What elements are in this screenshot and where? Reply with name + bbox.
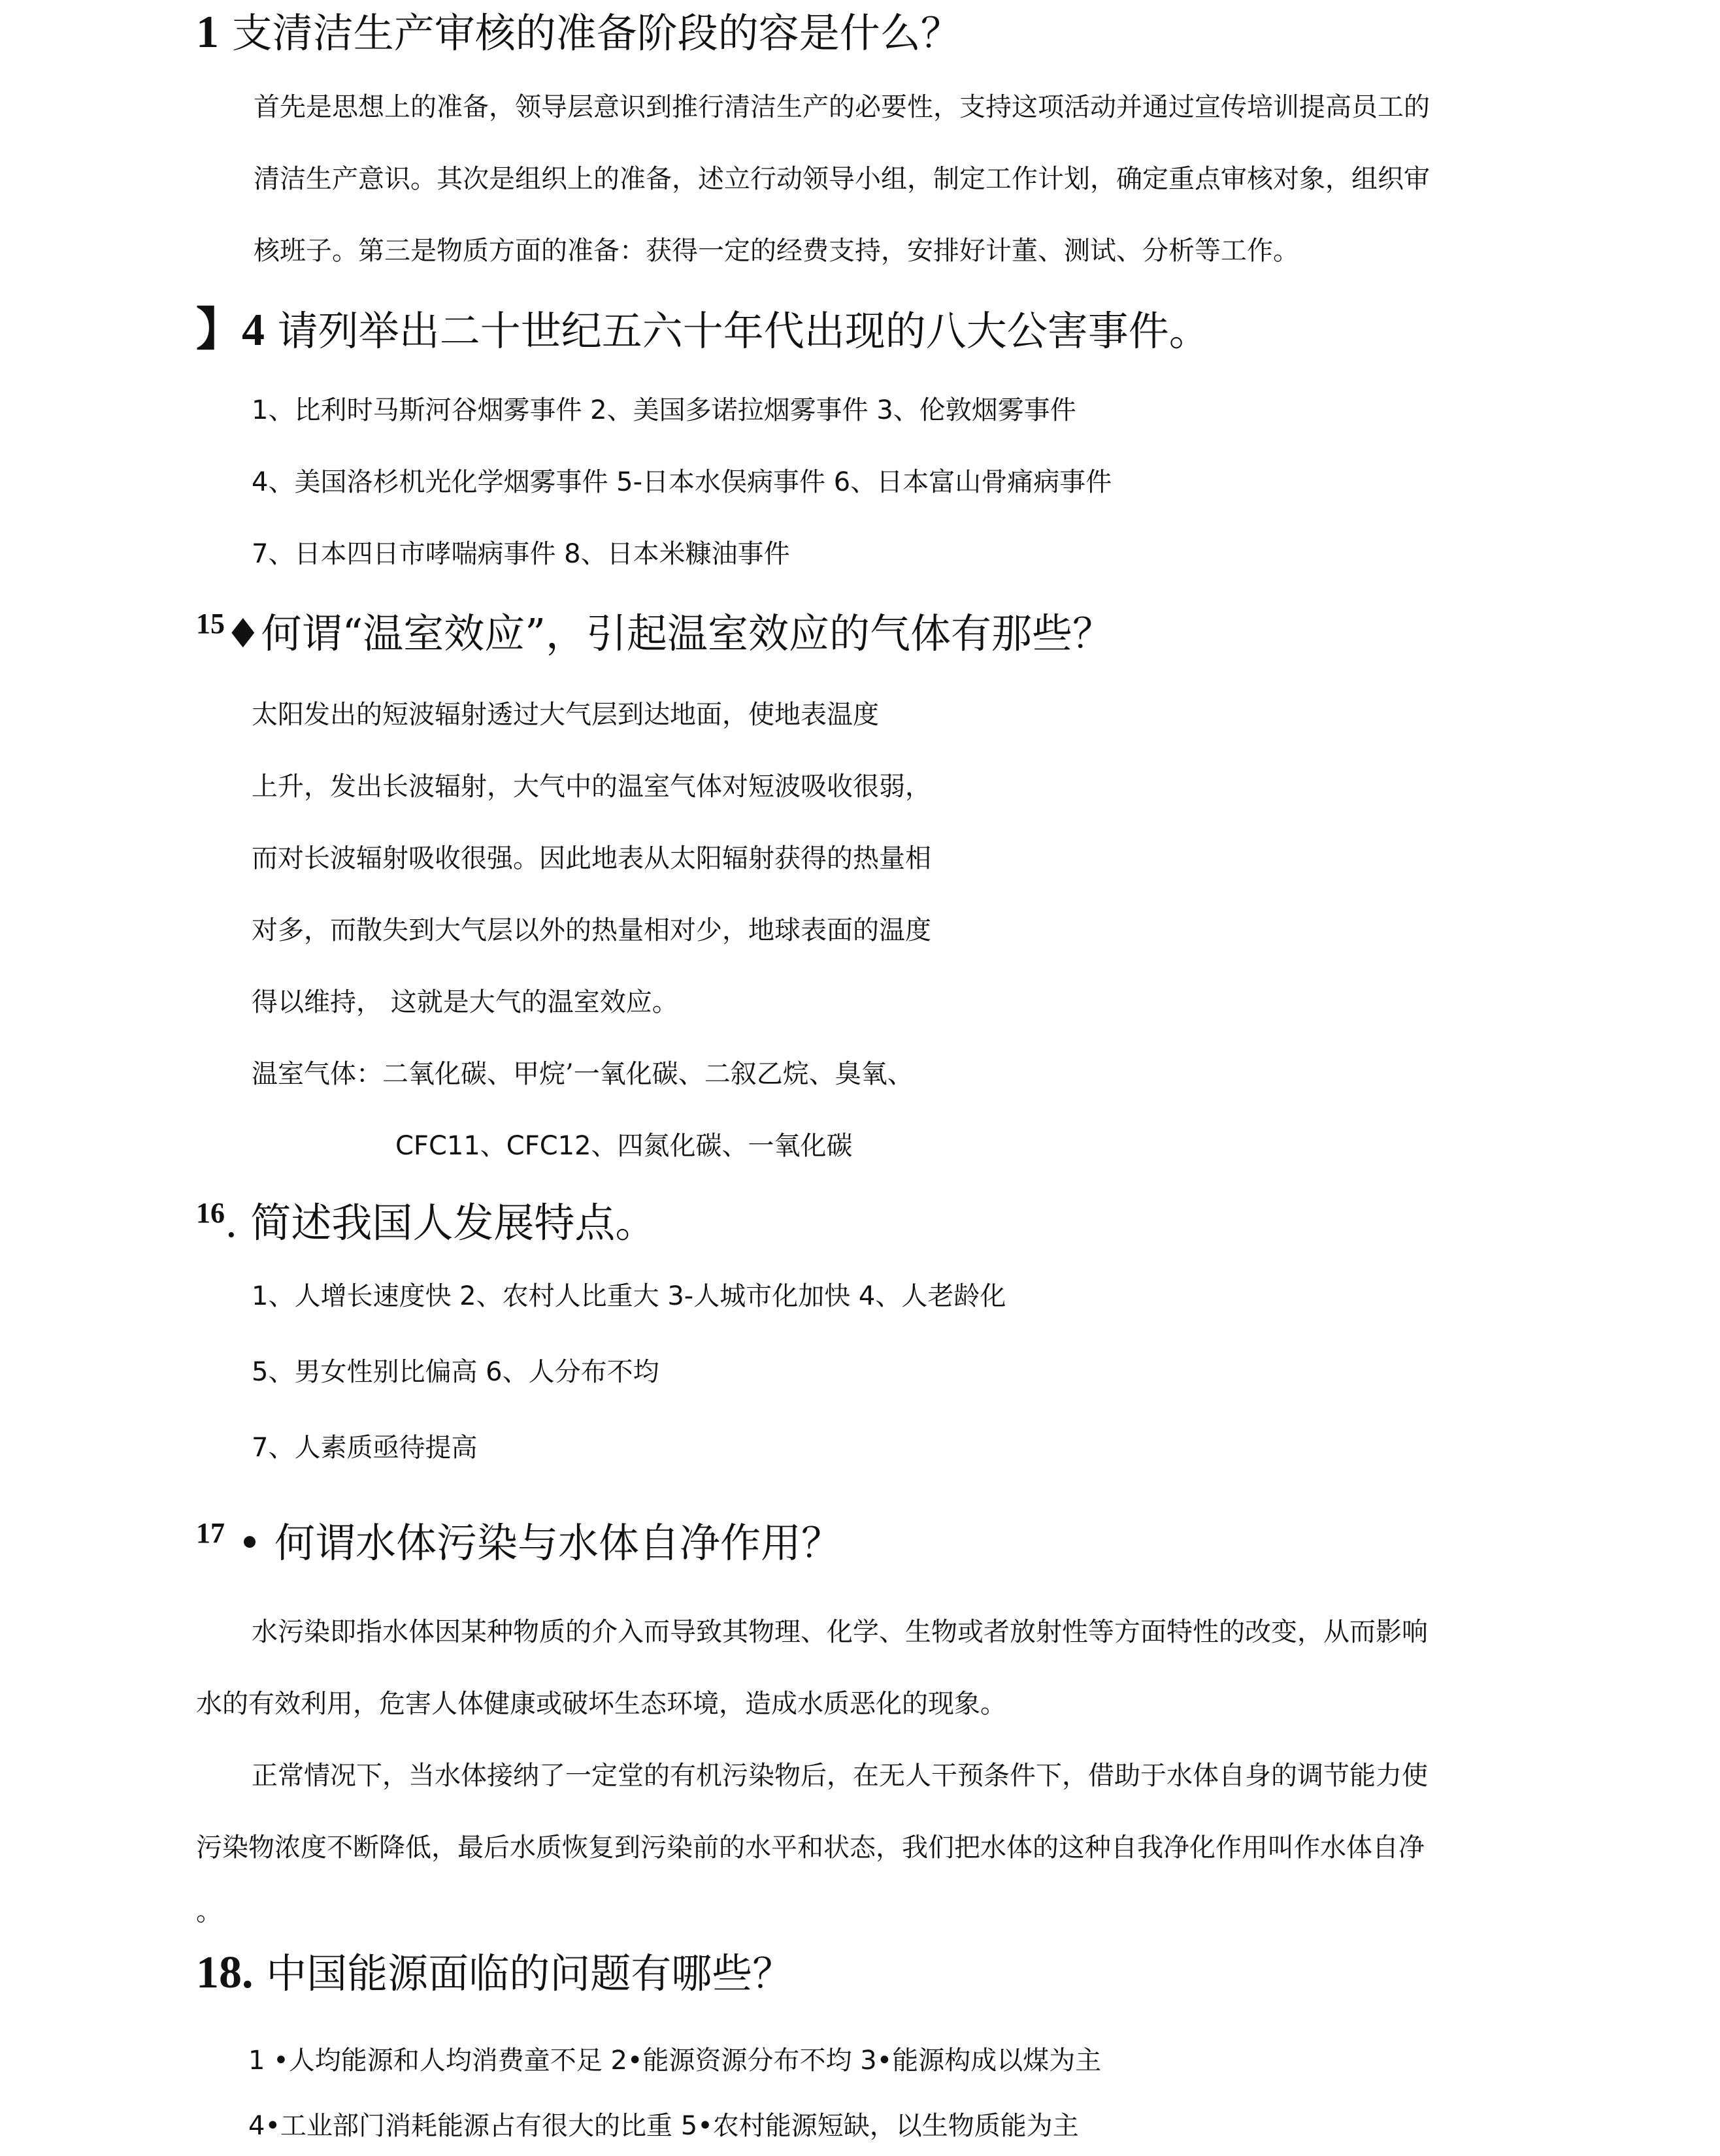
heading-number: 】4	[196, 305, 265, 355]
heading-18	[196, 1947, 793, 2000]
paragraph-line: 清洁生产意识。其次是组织上的准备，述立行动领导小组，制定工作计划，确定重点审核对象，组织审	[254, 164, 1430, 194]
heading-number: 17	[196, 1517, 225, 1549]
list-line: 7、日本四日市哮喘病事件 8、日本米糠油事件	[252, 539, 790, 569]
paragraph-line: 得以维持， 这就是大气的温室效应。	[252, 987, 678, 1017]
paragraph-line: 污染物浓度不断降低，最后水质恢复到污染前的水平和状态，我们把水体的这种自我净化作用叫作水体自净	[196, 1833, 1425, 1863]
paragraph-line: 太阳发出的短波辐射透过大气层到达地面，使地表温度	[252, 700, 879, 730]
paragraph-line: 温室气体：二氧化碳、甲烷’一氧化碳、二叙乙烷、臭氧、	[252, 1059, 914, 1089]
paragraph-line: 首先是思想上的准备，领导层意识到推行清洁生产的必要性，支持这项活动并通过宣传培训提高员工的	[254, 92, 1430, 122]
heading-title: . 简述我国人发展特点。	[225, 1199, 656, 1247]
heading-number: 15	[196, 608, 225, 640]
list-line: 1、人增长速度快 2、农村人比重大 3-人城市化加快 4、人老龄化	[252, 1281, 1006, 1311]
heading-title: ♦何谓“温室效应”，引起温室效应的气体有那些？	[225, 610, 1113, 657]
paragraph-line: 核班子。第三是物质方面的准备：获得一定的经费支持，安排好计董、测试、分析等工作。	[254, 236, 1299, 266]
heading-title: • 何谓水体污染与水体自净作用？	[237, 1519, 842, 1567]
list-line: 4、美国洛杉机光化学烟雾事件 5-日本水俣病事件 6、日本富山骨痛病事件	[252, 467, 1112, 497]
list-line: 5、男女性别比偏高 6、人分布不均	[252, 1357, 659, 1387]
paragraph-line: CFC11、CFC12、四氮化碳、一氧化碳	[395, 1131, 853, 1161]
heading-number: 1	[196, 7, 219, 57]
heading-number: 16	[196, 1197, 225, 1229]
heading-17	[196, 1517, 842, 1574]
paragraph-line: 对多，而散失到大气层以外的热量相对少，地球表面的温度	[252, 915, 931, 945]
heading-number: 18.	[196, 1948, 254, 1998]
paragraph-line: 。	[196, 1897, 222, 1927]
heading-title: 支清洁生产审核的准备阶段的容是什么？	[231, 9, 961, 57]
paragraph-line: 水的有效利用，危害人体健康或破坏生态环境，造成水质恶化的现象。	[196, 1689, 1006, 1719]
heading-1	[196, 7, 961, 59]
heading-14	[196, 304, 1210, 357]
heading-15	[196, 608, 1113, 664]
heading-title: 中国能源面临的问题有哪些？	[266, 1950, 793, 1997]
paragraph-line: 正常情况下，当水体接纳了一定堂的有机污染物后，在无人干预条件下，借助于水体自身的调节能力使	[252, 1761, 1428, 1791]
list-line: 7、人素质亟待提高	[252, 1433, 478, 1463]
list-line: 1、比利时马斯河谷烟雾事件 2、美国多诺拉烟雾事件 3、伦敦烟雾事件	[252, 395, 1076, 425]
list-line: 1 •人均能源和人均消费童不足 2•能源资源分布不均 3•能源构成以煤为主	[248, 2046, 1102, 2076]
heading-16	[196, 1197, 655, 1254]
paragraph-line: 水污染即指水体因某种物质的介入而导致其物理、化学、生物或者放射性等方面特性的改变，从而影响	[252, 1617, 1428, 1647]
list-line: 4•工业部门消耗能源占有很大的比重 5•农村能源短缺，以生物质能为主	[248, 2111, 1079, 2141]
heading-title: 请列举出二十世纪五六十年代出现的八大公害事件。	[277, 307, 1210, 355]
paragraph-line: 上升，发出长波辐射，大气中的温室气体对短波吸收很弱，	[252, 772, 931, 802]
paragraph-line: 而对长波辐射吸收很强。因此地表从太阳辐射获得的热量相	[252, 843, 931, 874]
